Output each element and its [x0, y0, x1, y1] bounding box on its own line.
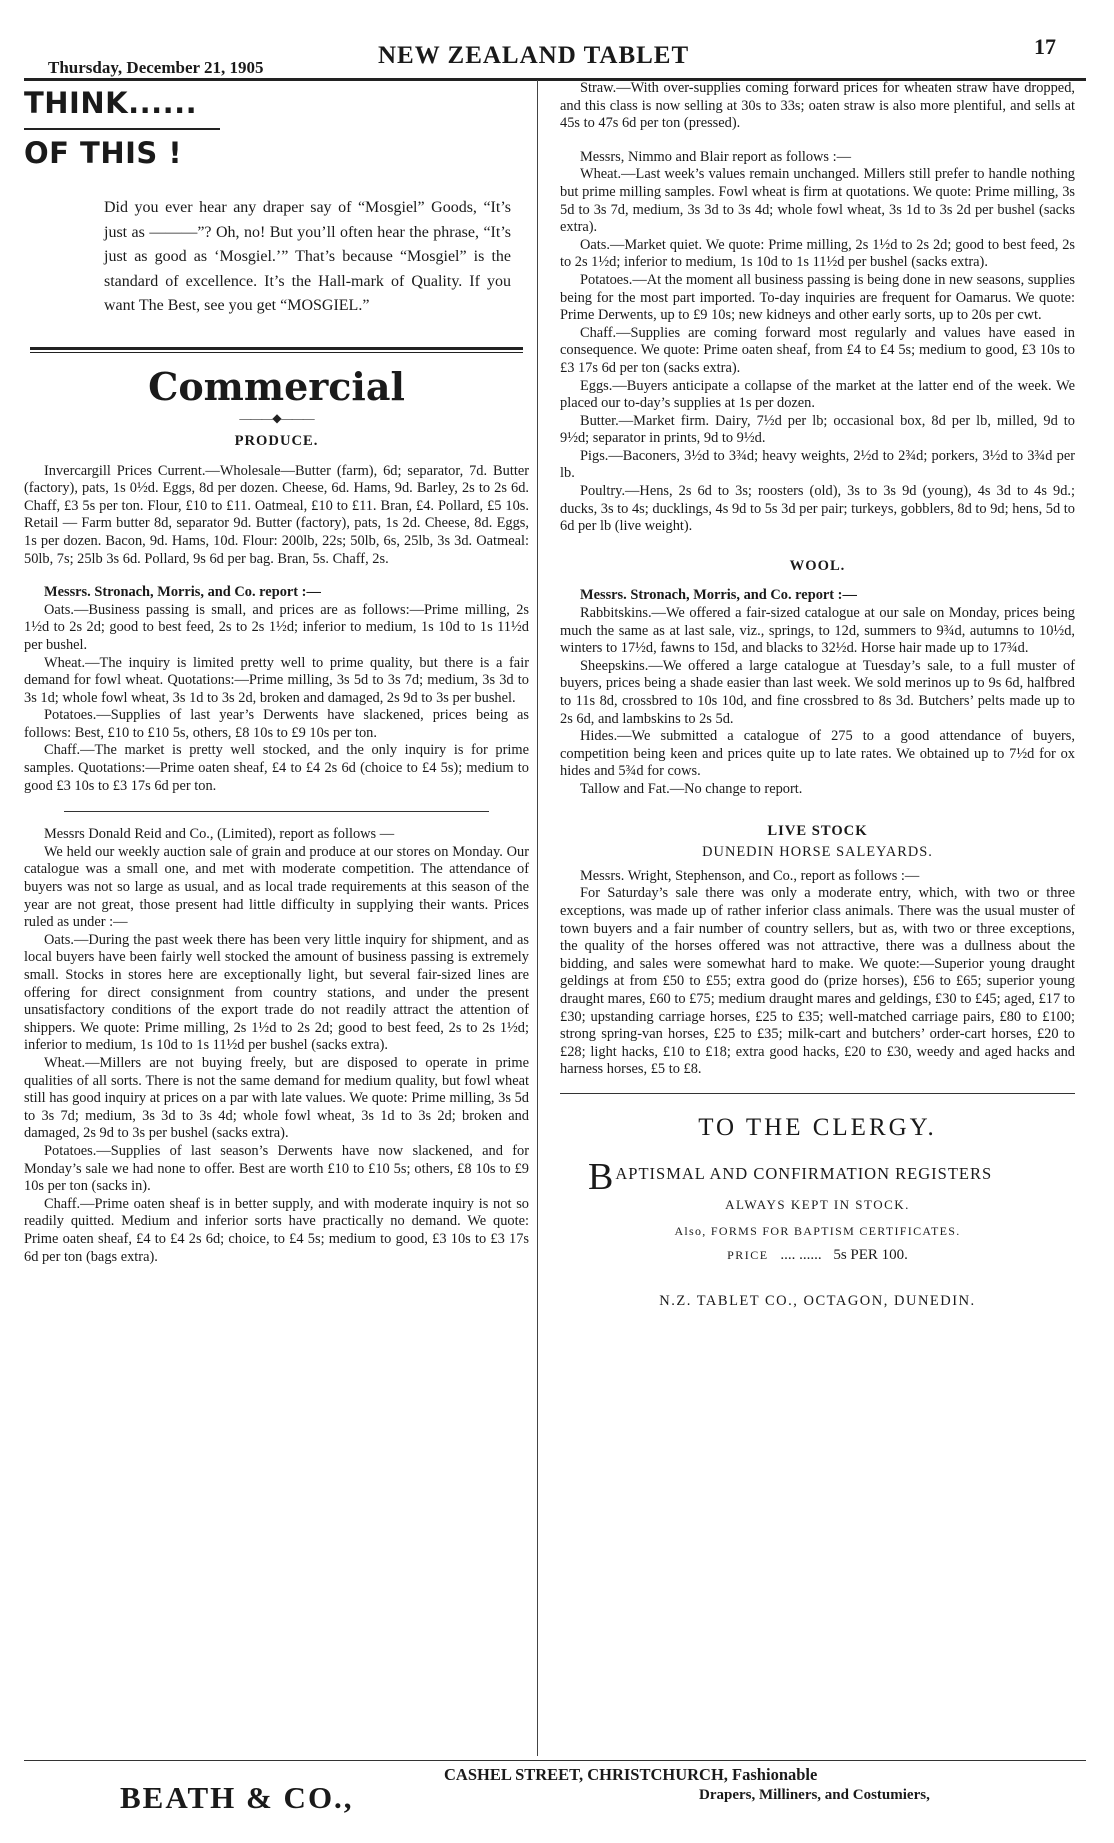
nimmo-eggs: Eggs.—Buyers anticipate a collapse of the market at the latter end of the week. We placed our to-day’s supplies at 1s per dozen. [560, 377, 1075, 412]
beath-trades: Drapers, Milliners, and Costumiers, [699, 1787, 930, 1803]
page-number: 17 [1034, 34, 1056, 59]
column-divider [537, 80, 538, 1756]
publication-title: NEW ZEALAND TABLET [378, 42, 690, 69]
invercargill-prices: Invercargill Prices Current.—Wholesale—Butter (farm), 6d; separator, 7d. Butter (factory), pats, 1s 0½d. Eggs, 8d per dozen. Cheese, 6d. Hams, 9d. Barley, 2s to 2s 6d. Chaff, £3 5s per ton. Flour, £10 to £11. Oatmeal, £10 to £11. Bran, £4. Pollard, £5 10s. Retail — Farm butter 8d, separator 9d. Butter (factory), pats, 1s 2d. Cheese, 8d. Eggs, 1s per dozen. Bacon, 9d. Hams, 10d. Flour: 200lb, 22s; 50lb, 6s, 25lb, 3s 3d. Oatmeal: 50lb, 7s; 25lb 3s 6d. Pollard, 9s 6d per bag. Bran, 5s. Chaff, 2s. [24, 462, 529, 567]
nimmo-chaff: Chaff.—Supplies are coming forward most regularly and values have eased in consequence. We quote: Prime oaten sheaf, from £4 to £4 5s; medium to good, £3 10s to £3 17s 6d per ton (sacks extra). [560, 324, 1075, 376]
wool-heading: WOOL. [789, 557, 846, 574]
wool-report-heading: Messrs. Stronach, Morris, and Co. report :— [580, 587, 857, 604]
clergy-forms-line: Also, FORMS FOR BAPTISM CERTIFICATES. [674, 1224, 961, 1239]
nimmo-pigs: Pigs.—Baconers, 3½d to 3¾d; heavy weights, 2½d to 2¾d; porkers, 3½d to 3¾d per lb. [560, 447, 1075, 482]
wright-report-body: For Saturday’s sale there was only a moderate entry, which, with two or three exceptions, was made up of rather inferior class animals. There was the usual muster of town buyers and a fair number of country sellers, but as, with two or three exceptions, the quality of the horses offered was not attractive, there was a dullness about the bidding, and sales were somewhat hard to make. We quote:—Superior young draught geldings at from £50 to £55; extra good do (prize horses), £56 to £65; superior young draught mares, £60 to £75; medium draught mares and geldings, £30 to £45; aged, £17 to £30; upstanding carriage horses, £25 to £35; well-matched carriage pairs, £80 to £100; strong spring-van horses, £25 to £35; milk-cart and butchers’ order-cart horses, £20 to £28; light hacks, £10 to £18; extra good hacks, £20 to £30, weedy and aged hacks and harness horses, £5 to £8. [560, 885, 1075, 1078]
nimmo-potatoes: Potatoes.—At the moment all business passing is being done in new seasons, supplies being for the most part imported. To-day inquiries are frequent for Oamarus. We quote: Prime Derwents, up to £9 10s; new kidneys and other early sorts, up to 20s per cwt. [560, 271, 1075, 324]
clergy-publisher: N.Z. TABLET CO., OCTAGON, DUNEDIN. [659, 1292, 976, 1309]
clergy-registers-line [560, 1155, 1075, 1198]
wool-rabbitskins: Rabbitskins.—We offered a fair-sized catalogue at our sale on Monday, prices being much the same as at last sale, viz., springs, to 12d, summers to 9¾d, autumns to 10½d, winters to 17½d, fawns to 15d, and blacks to 32½d. Horse hair made up to 17¾d. [560, 605, 1075, 657]
reid-chaff: Chaff.—Prime oaten sheaf is in better supply, and with moderate inquiry is not so readily quitted. Medium and inferior sorts have practically no demand. We quote: Prime oaten sheaf, £4 to £4 2s 6d; choice, to £4 5s; medium to good, £3 10s to £3 17s 6d per ton (bags extra). [24, 1195, 529, 1265]
nimmo-wheat: Wheat.—Last week’s values remain unchanged. Millers still prefer to handle nothing but prime milling samples. Fowl wheat is firm at quotations. We quote: Prime milling, 3s 5d to 3s 7d, medium, 3s 3d to 3s 4d; whole fowl wheat, 3s 1d to 3s 2d per bushel (sacks extra). [560, 166, 1075, 236]
advert-headline-of-this: OF THIS ! [24, 136, 183, 170]
reid-intro: We held our weekly auction sale of grain and produce at our stores on Monday. Our catalogue was a small one, and met with moderate competition. The attendance of buyers was not so large as usual, and as local trade requirements at this season of the year are not great, those present had little difficulty in supplying their wants. Prices ruled as under :— [24, 843, 529, 931]
price-value: 5s PER 100. [833, 1247, 908, 1264]
wright-report-heading: Messrs. Wright, Stephenson, and Co., report as follows :— [580, 867, 920, 884]
advert-rule [24, 128, 220, 130]
stronach-oats: Oats.—Business passing is small, and prices are as follows:—Prime milling, 2s 1½d to 2s 2d; good to best feed, 2s to 2s 1½d; inferior to medium, 1s 10d to 1s 11½d per bushel. [24, 601, 529, 653]
masthead [48, 34, 1064, 77]
stronach-report-heading: Messrs. Stronach, Morris, and Co. report :— [44, 584, 321, 601]
nimmo-poultry: Poultry.—Hens, 2s 6d to 3s; roosters (old), 3s to 3s 9d (young), 4s 3d to 4s 9d.; ducks, 3s to 4s; ducklings, 4s 9d to 5s 3d per pair; turkeys, gobblers, 8d to 9d; hens, 5d to 6d per lb (live weight). [560, 483, 1075, 535]
stronach-chaff: Chaff.—The market is pretty well stocked, and the only inquiry is for prime samples. Quotations:—Prime oaten sheaf, £4 to £4 2s 6d (choice to £4 5s); medium to good £3 10s to £3 17s 6d per ton. [24, 742, 529, 794]
reid-potatoes: Potatoes.—Supplies of last season’s Derwents have now slackened, and for Monday’s sale we had none to offer. Best are worth £10 to £10 5s; others, £8 10s to £9 10s per ton (sacks in). [24, 1142, 529, 1195]
clergy-stock-line: ALWAYS KEPT IN STOCK. [725, 1196, 910, 1212]
left-column [24, 86, 529, 1266]
price-dots: .... ...... [780, 1247, 822, 1264]
reid-wheat: Wheat.—Millers are not buying freely, but are disposed to operate in prime qualities of all sorts. There is not the same demand for medium quality, but fowl wheat still has good inquiry at prices on a par with late values. We quote: Prime milling, 3s 5d to 3s 7d; medium, 3s 3d to 3s 4d; whole fowl wheat, 3s 1d to 3s 2d; broken and damaged, 2s 9d to 3s per bushel (sacks extra). [24, 1054, 529, 1142]
reid-report-heading: Messrs Donald Reid and Co., (Limited), report as follows — [44, 826, 395, 843]
produce-heading: PRODUCE. [234, 432, 319, 449]
clergy-price-line [560, 1247, 1075, 1265]
nimmo-report-heading: Messrs, Nimmo and Blair report as follows :— [580, 148, 851, 165]
registers-text: APTISMAL AND CONFIRMATION REGISTERS [615, 1163, 993, 1183]
drop-cap: B [588, 1155, 615, 1198]
beath-co-name: BEATH & CO., [120, 1780, 354, 1815]
right-column [560, 80, 1075, 1310]
advert-body: Did you ever hear any draper say of “Mosgiel” Goods, “It’s just as ———”? Oh, no! But you’ll often hear the phrase, “It’s just as good as ‘Mosgiel.’” That’s because “Mosgiel” is the standard of excellence. It’s the Hall-mark of Quality. If you want The Best, see you get “MOSGIEL.” [104, 199, 511, 315]
wool-sheepskins: Sheepskins.—We offered a large catalogue at Tuesday’s sale, to a full muster of buyers, prices being a shade easier than last week. We sold merinos up to 9s 6d, halfbred to 11s 8d, crossbred to 10s 10d, and fine crossbred to 8s 3d. Butchers’ pelts made up to 2s 6d, and lambskins to 2s 5d. [560, 657, 1075, 727]
mosgiel-advert [24, 86, 529, 319]
issue-date: Thursday, December 21, 1905 [48, 58, 264, 77]
clergy-title: TO THE CLERGY. [698, 1113, 937, 1141]
straw-report: Straw.—With over-supplies coming forward prices for wheaten straw have dropped, and this class is now selling at 30s to 33s; oaten straw is also more plentiful, and sells at 45s to 47s 6d per ton (pressed). [560, 80, 1075, 132]
wool-hides: Hides.—We submitted a catalogue of 275 to a good attendance of buyers, competition being keen and prices quite up to late rates. We obtained up to 7½d for ox hides and 5¾d for cows. [560, 728, 1075, 780]
footer-rule [24, 1760, 1086, 1761]
commercial-heading: Commercial [148, 363, 405, 409]
wool-tallow: Tallow and Fat.—No change to report. [580, 780, 803, 797]
nimmo-butter: Butter.—Market firm. Dairy, 7½d per lb; occasional box, 8d per lb, milled, 9d to 9½d; separator in prints, 9d to 9½d. [560, 412, 1075, 447]
section-double-rule [30, 347, 523, 353]
stronach-wheat: Wheat.—The inquiry is limited pretty well to prime quality, but there is a fair demand for fowl wheat. Quotations:—Prime milling, 3s 5d to 3s 7d; medium, 3s 3d to 3s 1d; whole fowl wheat, 3s 1d to 3s 2d, broken and damaged, 2s 9d to 3s per bushel. [24, 654, 529, 706]
nimmo-oats: Oats.—Market quiet. We quote: Prime milling, 2s 1½d to 2s 2d; good to best feed, 2s to 2s 1½d; inferior to medium, 1s 10d to 1s 11½d per bushel (sacks extra). [560, 236, 1075, 271]
advert-headline-think: THINK...... [24, 86, 198, 120]
beath-address: CASHEL STREET, CHRISTCHURCH, Fashionable [444, 1765, 818, 1784]
stronach-potatoes: Potatoes.—Supplies of last year’s Derwents have slackened, prices being as follows: Best, £10 to £10 5s, others, £8 10s to £9 10s per ton. [24, 707, 529, 741]
reid-oats: Oats.—During the past week there has been very little inquiry for shipment, and as local buyers have been fairly well stocked the amount of business passing is extremely small. Stocks in stores here are exceptionally light, but several fair-sized lines are offering for direct consignment from country stations, and under the present unsatisfactory conditions of the export trade do not readily attract the attention of shippers. We quote: Prime milling, 2s 1½d to 2s 2d; good to best feed, 2s to 2s 1½d; inferior to medium, 1s 10d to 1s 11½d per bushel (sacks extra). [24, 931, 529, 1054]
price-label: PRICE [727, 1248, 769, 1263]
live-stock-heading: LIVE STOCK [767, 822, 868, 839]
clergy-advert [560, 1093, 1075, 1310]
beath-co-details [444, 1764, 1044, 1806]
ornament-divider: ———◆——— [239, 410, 314, 425]
report-divider [64, 811, 489, 812]
saleyards-heading: DUNEDIN HORSE SALEYARDS. [702, 844, 933, 861]
